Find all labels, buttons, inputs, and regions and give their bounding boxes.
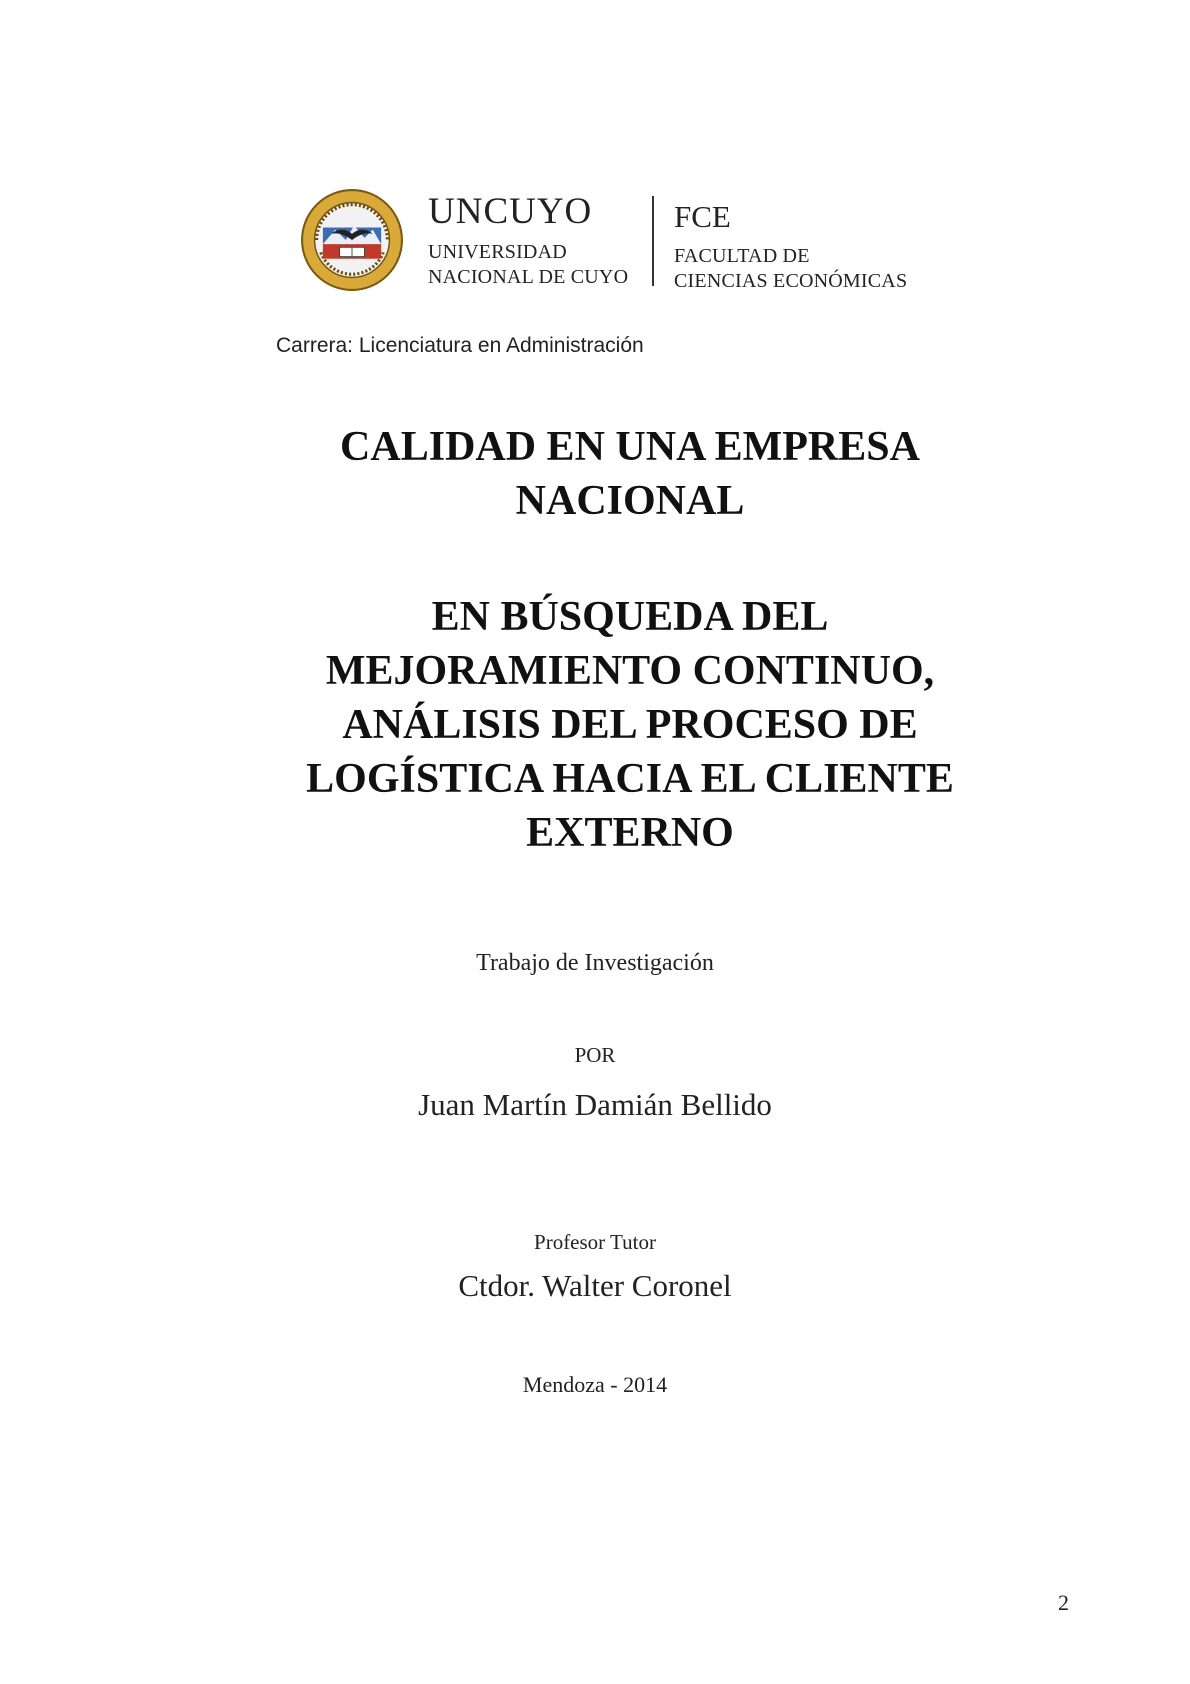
page-number: 2 <box>1058 1590 1069 1615</box>
faculty-line-2: CIENCIAS ECONÓMICAS <box>674 270 908 292</box>
main-title-line: NACIONAL <box>515 478 745 524</box>
by-label: POR <box>574 1043 616 1067</box>
main-title-line: CALIDAD EN UNA EMPRESA <box>340 424 920 470</box>
subtitle-line: LOGÍSTICA HACIA EL CLIENTE <box>306 756 954 802</box>
place-and-year: Mendoza - 2014 <box>522 1372 668 1397</box>
university-wordmark <box>428 192 628 290</box>
university-name: UNCUYO <box>428 191 593 232</box>
university-line-2: NACIONAL DE CUYO <box>428 266 629 288</box>
tutor-label: Profesor Tutor <box>534 1230 656 1254</box>
subtitle-line: EN BÚSQUEDA DEL <box>431 594 829 640</box>
subtitle-line: MEJORAMIENTO CONTINUO, <box>325 648 935 694</box>
university-line-1: UNIVERSIDAD <box>428 241 567 263</box>
tutor-name: Ctdor. Walter Coronel <box>458 1268 732 1303</box>
career-label: Carrera: Licenciatura en Administración <box>276 334 644 357</box>
faculty-wordmark <box>674 200 907 294</box>
author-name: Juan Martín Damián Bellido <box>418 1087 772 1122</box>
header-divider <box>652 196 654 286</box>
subtitle-line: EXTERNO <box>526 810 734 856</box>
main-title <box>240 420 1020 528</box>
subtitle-line: ANÁLISIS DEL PROCESO DE <box>342 702 918 748</box>
subtitle <box>240 590 1020 860</box>
faculty-name: FCE <box>674 199 731 234</box>
university-seal-icon <box>300 188 404 292</box>
faculty-line-1: FACULTAD DE <box>674 245 810 267</box>
work-type: Trabajo de Investigación <box>476 950 714 976</box>
